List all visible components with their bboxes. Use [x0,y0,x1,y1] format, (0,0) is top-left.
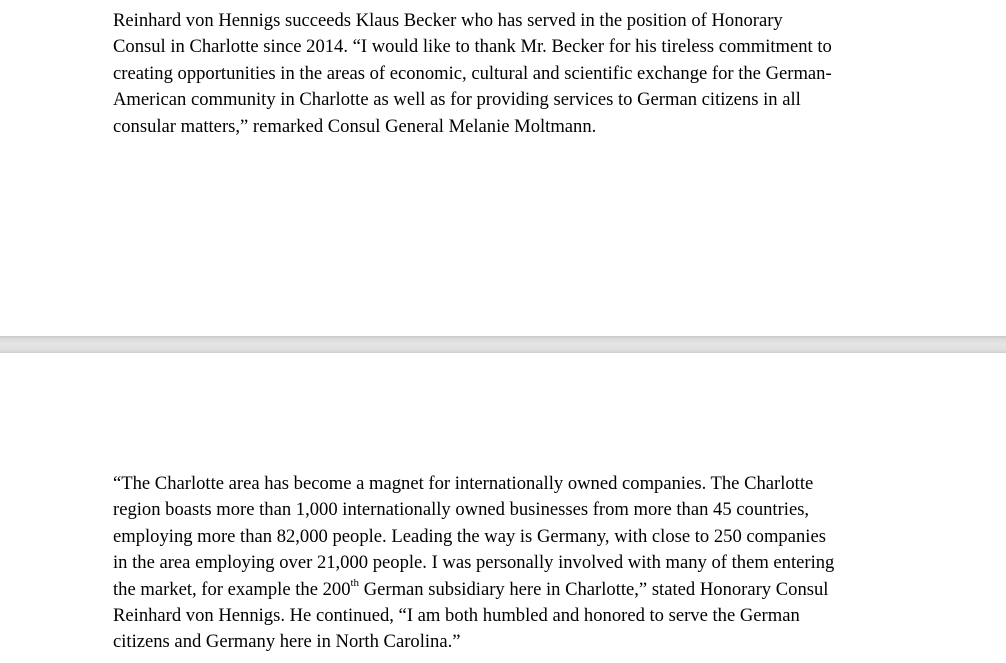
text-line: American community in Charlotte as well as for providing services to German citizens in all [113,89,801,111]
text-line: in the area employing over 21,000 people. I was personally involved with many of them entering [113,552,835,574]
paragraph-honorary-consul-succession [113,8,903,140]
document-page-2 [0,353,1006,663]
text-line: employing more than 82,000 people. Leading the way is Germany, with close to 250 companies [113,525,826,547]
text-line: Consul in Charlotte since 2014. “I would like to thank Mr. Becker for his tireless commitment to [113,36,832,58]
text-line: region boasts more than 1,000 internationally owned businesses from more than 45 countries, [113,499,810,521]
text-line: citizens and Germany here in North Carolina.” [113,631,461,653]
paragraph-charlotte-quote [113,471,903,656]
text-line: Reinhard von Hennigs. He continued, “I am both humbled and honored to serve the German [113,605,800,627]
text-segment: the market, for example the 200 [113,578,351,600]
text-line: consular matters,” remarked Consul General Melanie Moltmann. [113,115,597,137]
ordinal-superscript: th [350,577,360,590]
page-separator [0,336,1006,353]
text-line-with-superscript [113,577,903,603]
text-line: “The Charlotte area has become a magnet for internationally owned companies. The Charlotte [113,473,814,494]
text-line: creating opportunities in the areas of economic, cultural and scientific exchange for the German- [113,62,832,84]
text-line: Reinhard von Hennigs succeeds Klaus Becker who has served in the position of Honorary [113,10,783,31]
text-segment: German subsidiary here in Charlotte,” stated Honorary Consul [359,578,829,600]
